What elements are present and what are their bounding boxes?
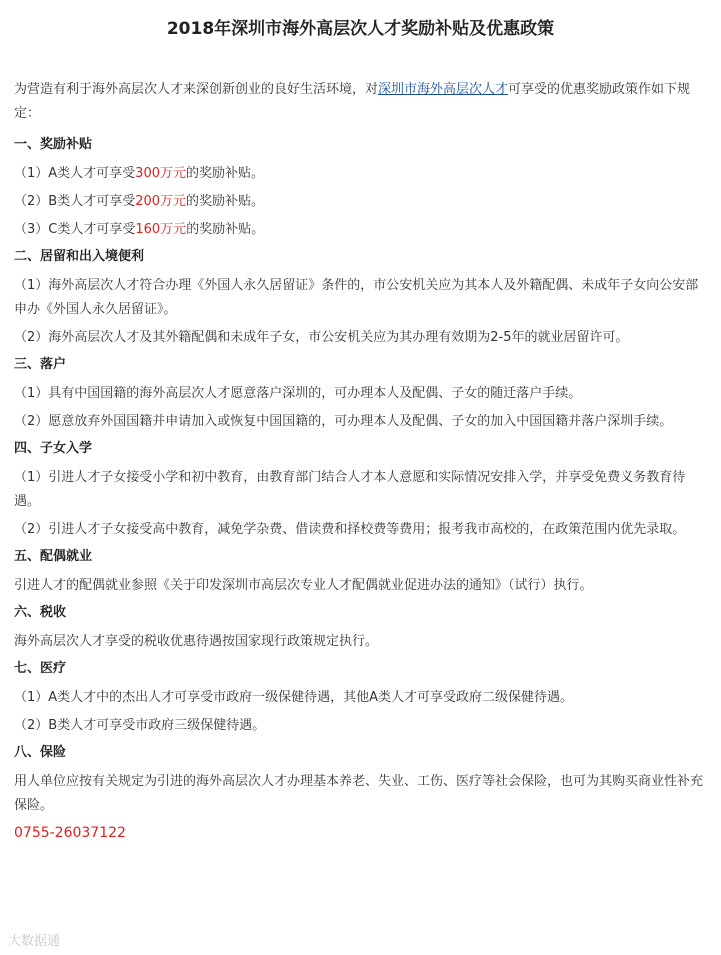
section-tax — [14, 602, 706, 654]
hukou-p2: （2）愿意放弃外国国籍并申请加入或恢复中国国籍的，可办理本人及配偶、子女的加入中国国籍并落户深圳手续。 — [14, 414, 673, 429]
reward-c-pre: （3）C类人才可享受 — [14, 222, 136, 237]
reward-b-amount: 200万元 — [135, 194, 187, 209]
intro-paragraph — [14, 78, 706, 126]
hukou-p1: （1）具有中国国籍的海外高层次人才愿意落户深圳的，可办理本人及配偶、子女的随迁落户手续。 — [14, 386, 582, 401]
section-heading: 五、配偶就业 — [14, 549, 93, 564]
section-hukou — [14, 354, 706, 434]
section-heading: 八、保险 — [14, 745, 67, 760]
reward-a-amount: 300万元 — [135, 166, 186, 181]
reward-b — [14, 190, 706, 214]
section-insurance — [14, 742, 706, 818]
reward-a-pre: （1）A类人才可享受 — [14, 166, 136, 181]
residence-p2: （2）海外高层次人才及其外籍配偶和未成年子女，市公安机关应为其办理有效期为2-5年的就业居留许可。 — [14, 330, 629, 345]
tax-p1: 海外高层次人才享受的税收优惠待遇按国家现行政策规定执行。 — [14, 634, 379, 649]
reward-a-post: 的奖励补贴。 — [186, 166, 265, 181]
insurance-p1: 用人单位应按有关规定为引进的海外高层次人才办理基本养老、失业、工伤、医疗等社会保险，也可为其购买商业性补充保险。 — [14, 774, 704, 813]
reward-b-post: 的奖励补贴。 — [186, 194, 265, 209]
residence-p1: （1）海外高层次人才符合办理《外国人永久居留证》条件的，市公安机关应为其本人及外籍配偶、未成年子女向公安部申办《外国人永久居留证》。 — [14, 278, 699, 317]
section-rewards — [14, 134, 706, 242]
section-education — [14, 438, 706, 542]
section-heading: 六、税收 — [14, 605, 67, 620]
intro-text-after: 可享受的优惠奖励政策作如下规定： — [14, 82, 691, 121]
education-p1: （1）引进人才子女接受小学和初中教育，由教育部门结合人才本人意愿和实际情况安排入学，并享受免费义务教育待遇。 — [14, 470, 686, 509]
intro-text-before: 为营造有利于海外高层次人才来深创新创业的良好生活环境，对 — [14, 82, 379, 97]
page-title: 2018年深圳市海外高层次人才奖励补贴及优惠政策 — [166, 19, 555, 39]
reward-c — [14, 218, 706, 242]
section-heading: 三、落户 — [14, 357, 67, 372]
watermark: 大数据通 — [8, 934, 61, 949]
section-heading: 四、子女入学 — [14, 441, 93, 456]
reward-c-post: 的奖励补贴。 — [186, 222, 265, 237]
reward-b-pre: （2）B类人才可享受 — [14, 194, 136, 209]
spouse-p1: 引进人才的配偶就业参照《关于印发深圳市高层次专业人才配偶就业促进办法的通知》（试行）执行。 — [14, 578, 593, 593]
reward-c-amount: 160万元 — [135, 222, 187, 237]
contact-phone: 0755-26037122 — [14, 825, 126, 841]
section-medical — [14, 658, 706, 738]
reward-a — [14, 162, 706, 186]
medical-p1: （1）A类人才中的杰出人才可享受市政府一级保健待遇，其他A类人才可享受政府二级保健待遇。 — [14, 690, 574, 705]
talent-link[interactable]: 深圳市海外高层次人才 — [378, 82, 509, 97]
section-spouse — [14, 546, 706, 598]
section-heading: 七、医疗 — [14, 661, 67, 676]
section-heading: 二、居留和出入境便利 — [14, 249, 145, 264]
policy-sections — [14, 134, 706, 844]
education-p2: （2）引进人才子女接受高中教育，减免学杂费、借读费和择校费等费用；报考我市高校的，在政策范围内优先录取。 — [14, 522, 686, 537]
section-residence — [14, 246, 706, 350]
medical-p2: （2）B类人才可享受市政府三级保健待遇。 — [14, 718, 266, 733]
section-heading: 一、奖励补贴 — [14, 137, 93, 152]
